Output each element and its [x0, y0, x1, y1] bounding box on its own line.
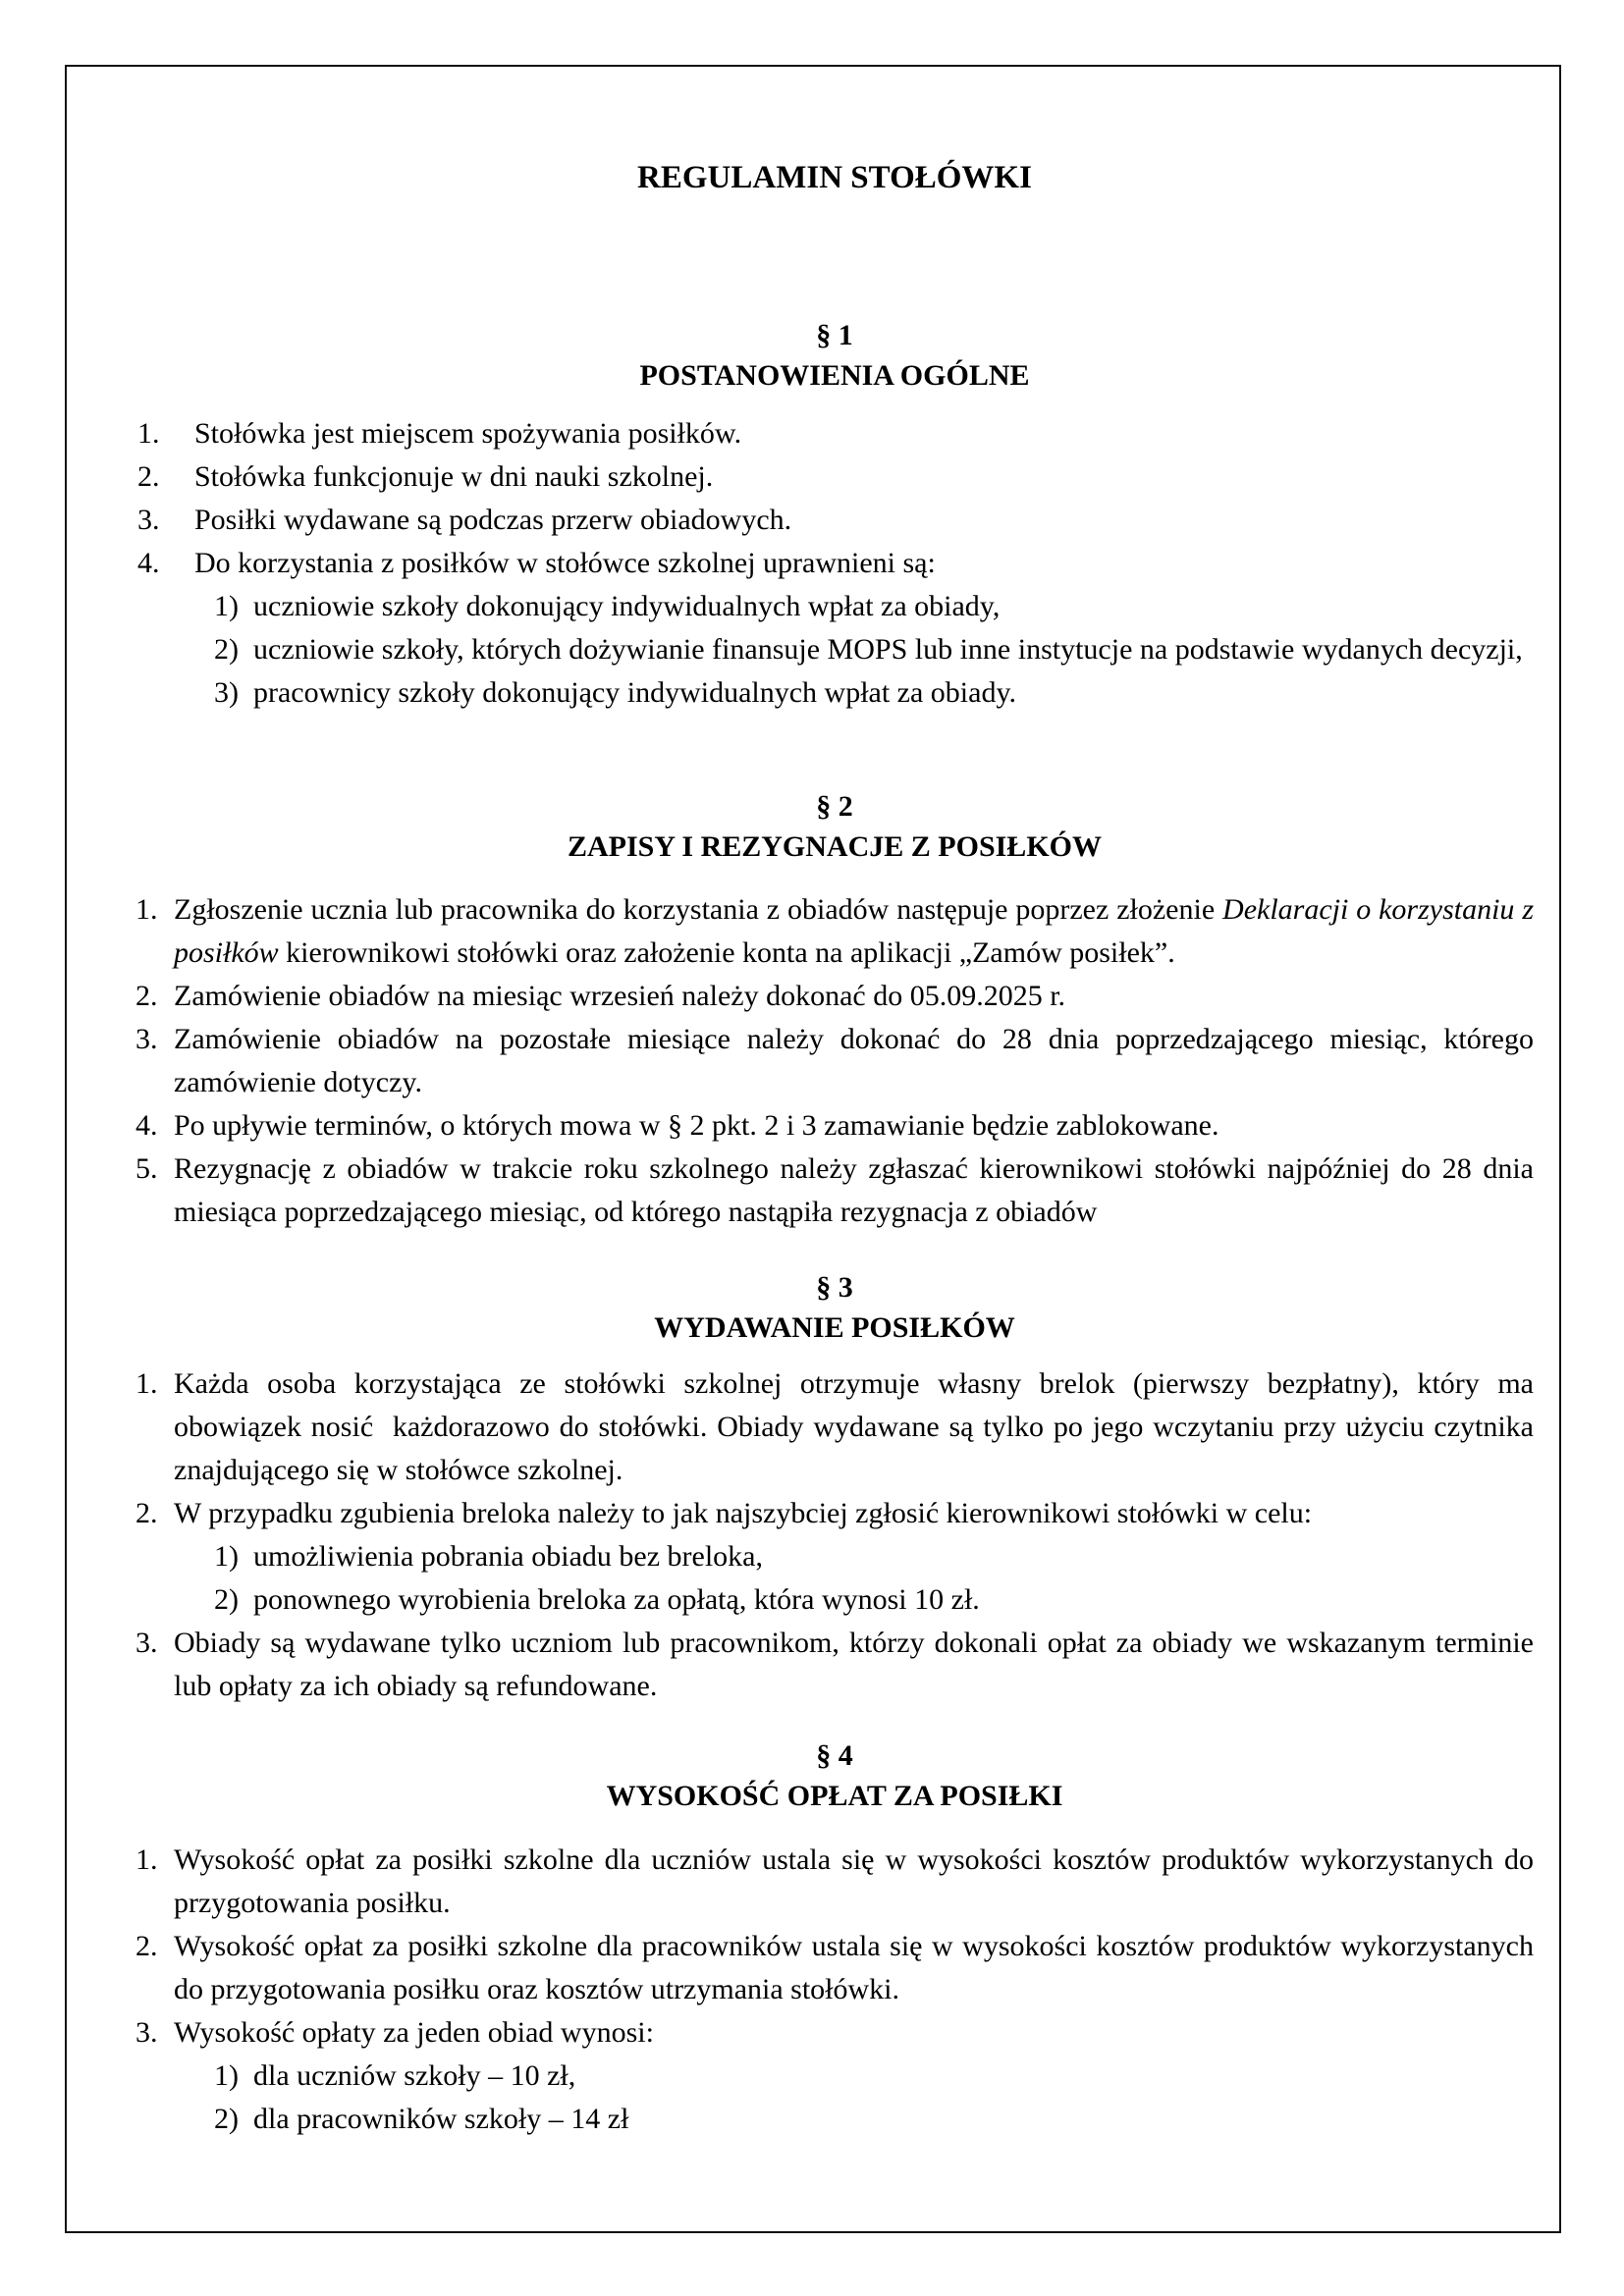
list-item — [135, 1925, 1534, 2011]
sub-item-number: 2) — [214, 2103, 239, 2135]
item-number: 1. — [135, 1367, 158, 1400]
item-text: Stołówka funkcjonuje w dni nauki szkolnej. — [194, 460, 714, 493]
list-item — [135, 1622, 1534, 1708]
sub-item — [135, 585, 1534, 628]
item-number: 3. — [135, 1023, 158, 1055]
section-4-heading: WYSOKOŚĆ OPŁAT ZA POSIŁKI — [606, 1780, 1063, 1812]
item-text: Każda osoba korzystająca ze stołówki szkolnej otrzymuje własny brelok (pierwszy bezpłatny), który ma obowiązek nosić każdorazowo do stołówki. Obiady wydawane są tylko po jego wczytaniu przy użyciu czytnika znajdującego się w stołówce szkolnej. — [174, 1367, 1542, 1486]
item-text: Wysokość opłat za posiłki szkolne dla pracowników ustala się w wysokości kosztów produktów wykorzystanych do przygotowania posiłku oraz kosztów utrzymania stołówki. — [174, 1930, 1534, 2005]
item-text: Rezygnację z obiadów w trakcie roku szkolnego należy zgłaszać kierownikowi stołówki najpóźniej do 28 dnia miesiąca poprzedzającego miesiąc, od którego nastąpiła rezygnacja z obiadów — [174, 1152, 1534, 1228]
item-text — [174, 888, 1534, 975]
item-number: 3. — [137, 504, 160, 536]
sub-item — [135, 1578, 1534, 1622]
item-number: 2. — [135, 980, 158, 1012]
list-item — [135, 542, 1534, 585]
list-item — [135, 1104, 1534, 1148]
list-item — [135, 2011, 1534, 2055]
item-text: Obiady są wydawane tylko uczniom lub pracownikom, którzy dokonali opłat za obiady we wskazanym terminie lub opłaty za ich obiady są refundowane. — [174, 1627, 1534, 1702]
sub-item-number: 2) — [214, 1583, 239, 1616]
sub-item — [135, 628, 1534, 671]
item-text: Zamówienie obiadów na pozostałe miesiące należy dokonać do 28 dnia poprzedzającego miesiąc, którego zamówienie dotyczy. — [174, 1023, 1534, 1098]
sub-item-number: 2) — [214, 633, 239, 666]
item-text: Do korzystania z posiłków w stołówce szkolnej uprawnieni są: — [194, 547, 936, 579]
item-number: 3. — [135, 2016, 158, 2049]
section-1-list — [135, 412, 1534, 715]
sub-item-text: pracownicy szkoły dokonujący indywidualnych wpłat za obiady. — [253, 676, 1017, 709]
list-item — [135, 1148, 1534, 1234]
item-number: 2. — [137, 460, 160, 493]
section-3-list — [135, 1362, 1542, 1708]
item-text-part: kierownikowi stołówki oraz założenie konta na aplikacji „Zamów posiłek”. — [278, 936, 1175, 969]
item-number: 1. — [135, 893, 158, 926]
section-2-mark: § 2 — [816, 790, 853, 823]
item-text: Stołówka jest miejscem spożywania posiłków. — [194, 417, 742, 450]
list-item — [135, 455, 1534, 499]
item-text: Posiłki wydawane są podczas przerw obiadowych. — [194, 504, 792, 536]
item-text: Wysokość opłat za posiłki szkolne dla uczniów ustala się w wysokości kosztów produktów wykorzystanych do przygotowania posiłku. — [174, 1843, 1534, 1919]
item-number: 3. — [135, 1627, 158, 1659]
section-2-header — [135, 786, 1534, 867]
list-item — [135, 1492, 1534, 1535]
sub-item-text: uczniowie szkoły, których dożywianie finansuje MOPS lub inne instytucje na podstawie wydanych decyzji, — [253, 633, 1523, 666]
sub-item-text: umożliwienia pobrania obiadu bez breloka, — [253, 1540, 763, 1573]
item-number: 2. — [135, 1930, 158, 1962]
list-item — [135, 1362, 1542, 1492]
sub-item-text: uczniowie szkoły dokonujący indywidualnych wpłat za obiady, — [253, 590, 1001, 622]
sub-item-text: dla pracowników szkoły – 14 zł — [253, 2103, 629, 2135]
item-number: 5. — [135, 1152, 158, 1185]
sub-item — [135, 1535, 1534, 1578]
item-number: 1. — [135, 1843, 158, 1876]
item-text-part: Zgłoszenie ucznia lub pracownika do korzystania z obiadów następuje poprzez złożenie — [174, 893, 1223, 926]
list-item — [135, 975, 1534, 1018]
item-number: 4. — [137, 547, 160, 579]
item-number: 4. — [135, 1109, 158, 1142]
section-4-list — [135, 1839, 1534, 2141]
list-item — [135, 412, 1534, 455]
section-2-heading: ZAPISY I REZYGNACJE Z POSIŁKÓW — [568, 830, 1102, 863]
item-number: 1. — [137, 417, 160, 450]
section-2-list — [135, 888, 1534, 1234]
item-text: Po upływie terminów, o których mowa w § 2 pkt. 2 i 3 zamawianie będzie zablokowane. — [174, 1109, 1219, 1142]
item-text: Wysokość opłaty za jeden obiad wynosi: — [174, 2016, 654, 2049]
sub-item-number: 1) — [214, 590, 239, 622]
sub-item-number: 3) — [214, 676, 239, 709]
item-number: 2. — [135, 1497, 158, 1529]
section-1-mark: § 1 — [816, 319, 853, 351]
item-text: Zamówienie obiadów na miesiąc wrzesień należy dokonać do 05.09.2025 r. — [174, 980, 1066, 1012]
sub-item-number: 1) — [214, 2059, 239, 2092]
list-item — [135, 1839, 1534, 1925]
list-item — [135, 888, 1534, 975]
section-3-mark: § 3 — [816, 1271, 853, 1304]
section-1-header — [135, 315, 1534, 396]
list-item — [135, 1018, 1534, 1104]
section-1-heading: POSTANOWIENIA OGÓLNE — [639, 359, 1030, 392]
section-3-heading: WYDAWANIE POSIŁKÓW — [654, 1311, 1015, 1344]
sub-item-number: 1) — [214, 1540, 239, 1573]
section-3-header — [135, 1267, 1534, 1348]
section-4-mark: § 4 — [816, 1739, 853, 1772]
declaration-title: Deklaracji o korzystaniu z posiłków — [174, 893, 1534, 969]
item-text: W przypadku zgubienia breloka należy to jak najszybciej zgłosić kierownikowi stołówki w celu: — [174, 1497, 1313, 1529]
section-4-header — [135, 1735, 1534, 1816]
document-title: REGULAMIN STOŁÓWKI — [637, 160, 1032, 195]
list-item — [135, 499, 1534, 542]
sub-item — [135, 671, 1534, 715]
sub-item — [135, 2098, 1534, 2141]
sub-item-text: ponownego wyrobienia breloka za opłatą, która wynosi 10 zł. — [253, 1583, 980, 1616]
sub-item — [135, 2055, 1534, 2098]
sub-item-text: dla uczniów szkoły – 10 zł, — [253, 2059, 576, 2092]
